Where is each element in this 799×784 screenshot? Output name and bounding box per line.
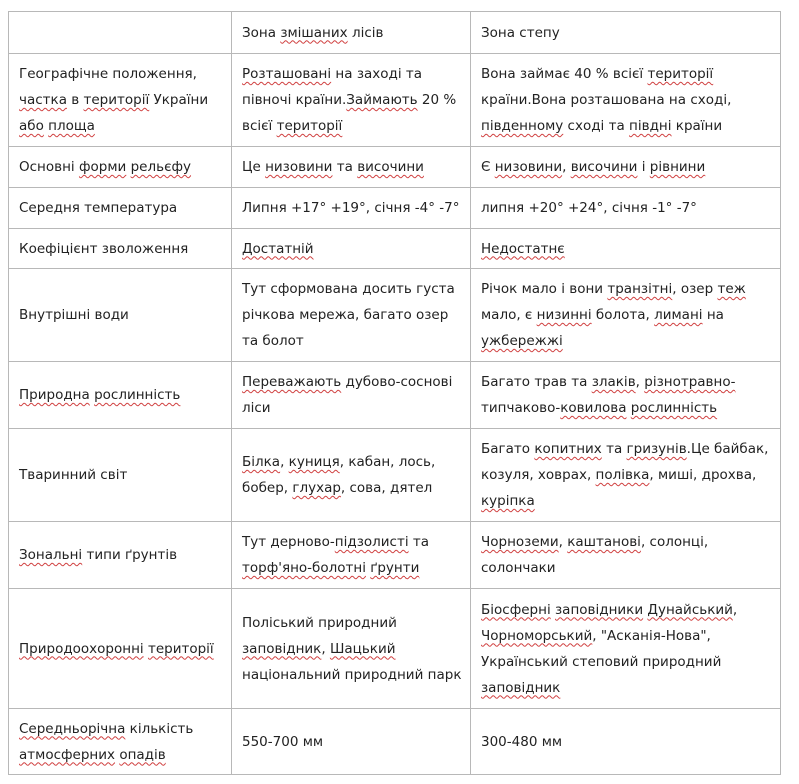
table-row xyxy=(9,147,781,188)
row-label-cell: Внутрішні води xyxy=(9,269,232,362)
spellcheck-marked-word: куріпка xyxy=(481,493,535,509)
comparison-table xyxy=(8,11,781,775)
table-row xyxy=(9,429,781,522)
spellcheck-marked-word: Переважають xyxy=(242,374,342,390)
mixed-forest-cell: Тут дерново-підзолисті та торф'яно-болотні ґрунти xyxy=(232,522,471,589)
spellcheck-marked-word: або xyxy=(19,118,44,134)
mixed-forest-cell: 550-700 мм xyxy=(232,709,471,775)
spellcheck-marked-word: опадів xyxy=(119,746,166,763)
table-row xyxy=(9,229,781,269)
table-row xyxy=(9,362,781,429)
spellcheck-marked-word: рельєфу xyxy=(130,159,192,175)
mixed-forest-cell: Тут сформована досить густа річкова мережа, багато озер та болот xyxy=(232,269,471,362)
header-cell-steppe: Зона степу xyxy=(471,12,781,54)
steppe-cell: Є низовини, височини і рівнини xyxy=(471,147,781,188)
spellcheck-marked-word: Чорноземи xyxy=(481,534,559,550)
table-row xyxy=(9,709,781,775)
spellcheck-marked-word: заповідники xyxy=(555,601,644,618)
table-row xyxy=(9,188,781,229)
spellcheck-marked-word: форми xyxy=(78,159,127,175)
mixed-forest-cell: Розташовані на заході та півночі країни.Займають 20 % всієї території xyxy=(232,54,471,147)
spellcheck-marked-word: торф'яно-болотні xyxy=(242,560,366,576)
spellcheck-marked-word: Середньорічна xyxy=(19,720,126,737)
spellcheck-marked-word: Природоохоронні xyxy=(19,640,144,657)
spellcheck-marked-word: Зональні xyxy=(19,547,83,563)
spellcheck-marked-word: полівка xyxy=(595,467,650,483)
spellcheck-marked-word: глухар xyxy=(292,480,341,496)
row-label-cell: Коефіцієнт зволоження xyxy=(9,229,232,269)
row-label-cell: Основні форми рельєфу xyxy=(9,147,232,188)
spellcheck-marked-word: височини xyxy=(570,159,638,175)
spellcheck-marked-word: ґрунти xyxy=(370,560,420,576)
table-row xyxy=(9,54,781,147)
spellcheck-marked-word: заповідник xyxy=(481,679,561,696)
header-cell-empty xyxy=(9,12,232,54)
spellcheck-marked-word: транзітні xyxy=(607,281,673,297)
table-header-row xyxy=(9,12,781,54)
spellcheck-marked-word: Недостатнє xyxy=(481,240,565,257)
mixed-forest-cell: Поліський природний заповідник, Шацький національний природний парк xyxy=(232,589,471,709)
row-label-cell: Географічне положення, частка в території України або площа xyxy=(9,54,232,147)
spellcheck-marked-word: атмосферних xyxy=(19,746,116,763)
spellcheck-marked-word: копитних xyxy=(534,441,602,457)
spellcheck-marked-word: злаків xyxy=(591,374,636,390)
table-row xyxy=(9,269,781,362)
spellcheck-marked-word: Розташовані xyxy=(242,66,332,82)
spellcheck-marked-word: території xyxy=(276,118,343,134)
spellcheck-marked-word: Чорноморський xyxy=(481,627,593,644)
spellcheck-marked-word: куниця xyxy=(288,454,340,470)
table-row xyxy=(9,522,781,589)
steppe-cell xyxy=(471,229,781,269)
spellcheck-marked-word: низовини xyxy=(494,159,563,175)
spellcheck-marked-word: низовини xyxy=(265,159,333,175)
spellcheck-marked-word: ковилова xyxy=(560,400,627,416)
steppe-cell: Річок мало і вони транзітні, озер теж мало, є низинні болота, лимані на ужбережжі xyxy=(471,269,781,362)
row-label-cell: Тваринний світ xyxy=(9,429,232,522)
mixed-forest-cell: Це низовини та височини xyxy=(232,147,471,188)
spellcheck-marked-word: гризунів xyxy=(626,441,687,457)
spellcheck-marked-word: змішаних xyxy=(280,24,348,41)
spellcheck-marked-word: частка xyxy=(19,92,67,108)
spellcheck-marked-word: підзолисті xyxy=(334,534,409,550)
spellcheck-marked-word: території xyxy=(147,640,214,657)
mixed-forest-cell: Липня +17° +19°, січня -4° -7° xyxy=(232,188,471,229)
mixed-forest-cell: Переважають дубово-соснові ліси xyxy=(232,362,471,429)
spellcheck-marked-word: ужбережжі xyxy=(481,333,563,349)
row-label-cell xyxy=(9,362,232,429)
steppe-cell: Багато трав та злаків, різнотравно-типчаково-ковилова рослинність xyxy=(471,362,781,429)
spellcheck-marked-word: території xyxy=(83,92,150,108)
spellcheck-marked-word: рослинність xyxy=(630,400,718,416)
steppe-cell: Багато копитних та гризунів.Це байбак, козуля, ховрах, полівка, миші, дрохва, куріпка xyxy=(471,429,781,522)
row-label-cell: Середня температура xyxy=(9,188,232,229)
spellcheck-marked-word: Шацький xyxy=(329,640,396,657)
spellcheck-marked-word: заповідник xyxy=(242,640,322,657)
spellcheck-marked-word: височини xyxy=(357,159,424,175)
spellcheck-marked-word: Займають xyxy=(346,92,418,108)
spellcheck-marked-word: низинні xyxy=(536,307,592,323)
spellcheck-marked-word: Біосферні xyxy=(481,601,551,618)
spellcheck-marked-word: теж xyxy=(717,281,746,297)
row-label-cell: Зональні типи ґрунтів xyxy=(9,522,232,589)
spellcheck-marked-word: лимані xyxy=(654,307,703,323)
steppe-cell: 300-480 мм xyxy=(471,709,781,775)
spellcheck-marked-word: Білка xyxy=(242,454,281,470)
steppe-cell: Біосферні заповідники Дунайський, Чорноморський, "Асканія-Нова", Український степовий природний заповідник xyxy=(471,589,781,709)
row-label-cell xyxy=(9,589,232,709)
mixed-forest-cell xyxy=(232,229,471,269)
table-row xyxy=(9,589,781,709)
spellcheck-marked-word: південному xyxy=(481,118,564,134)
spellcheck-marked-word: півдні xyxy=(629,118,672,134)
steppe-cell: липня +20° +24°, січня -1° -7° xyxy=(471,188,781,229)
steppe-cell: Вона займає 40 % всієї території країни.Вона розташована на сході, південному сході та півдні країни xyxy=(471,54,781,147)
spellcheck-marked-word: території xyxy=(647,66,714,82)
spellcheck-marked-word: Природна xyxy=(19,387,90,403)
header-cell-mixed-forest: Зона змішаних лісів xyxy=(232,12,471,54)
spellcheck-marked-word: рослинність xyxy=(94,387,181,403)
spellcheck-marked-word: рівнини xyxy=(649,159,706,175)
spellcheck-marked-word: Достатній xyxy=(242,240,314,257)
spellcheck-marked-word: різнотравно- xyxy=(644,374,736,390)
spellcheck-marked-word: Дунайський xyxy=(647,601,733,618)
mixed-forest-cell: Білка, куниця, кабан, лось, бобер, глухар, сова, дятел xyxy=(232,429,471,522)
steppe-cell: Чорноземи, каштанові, солонці, солончаки xyxy=(471,522,781,589)
spellcheck-marked-word: каштанові xyxy=(567,534,641,550)
spellcheck-marked-word: площа xyxy=(48,118,95,134)
row-label-cell: Середньорічна кількість атмосферних опадів xyxy=(9,709,232,775)
